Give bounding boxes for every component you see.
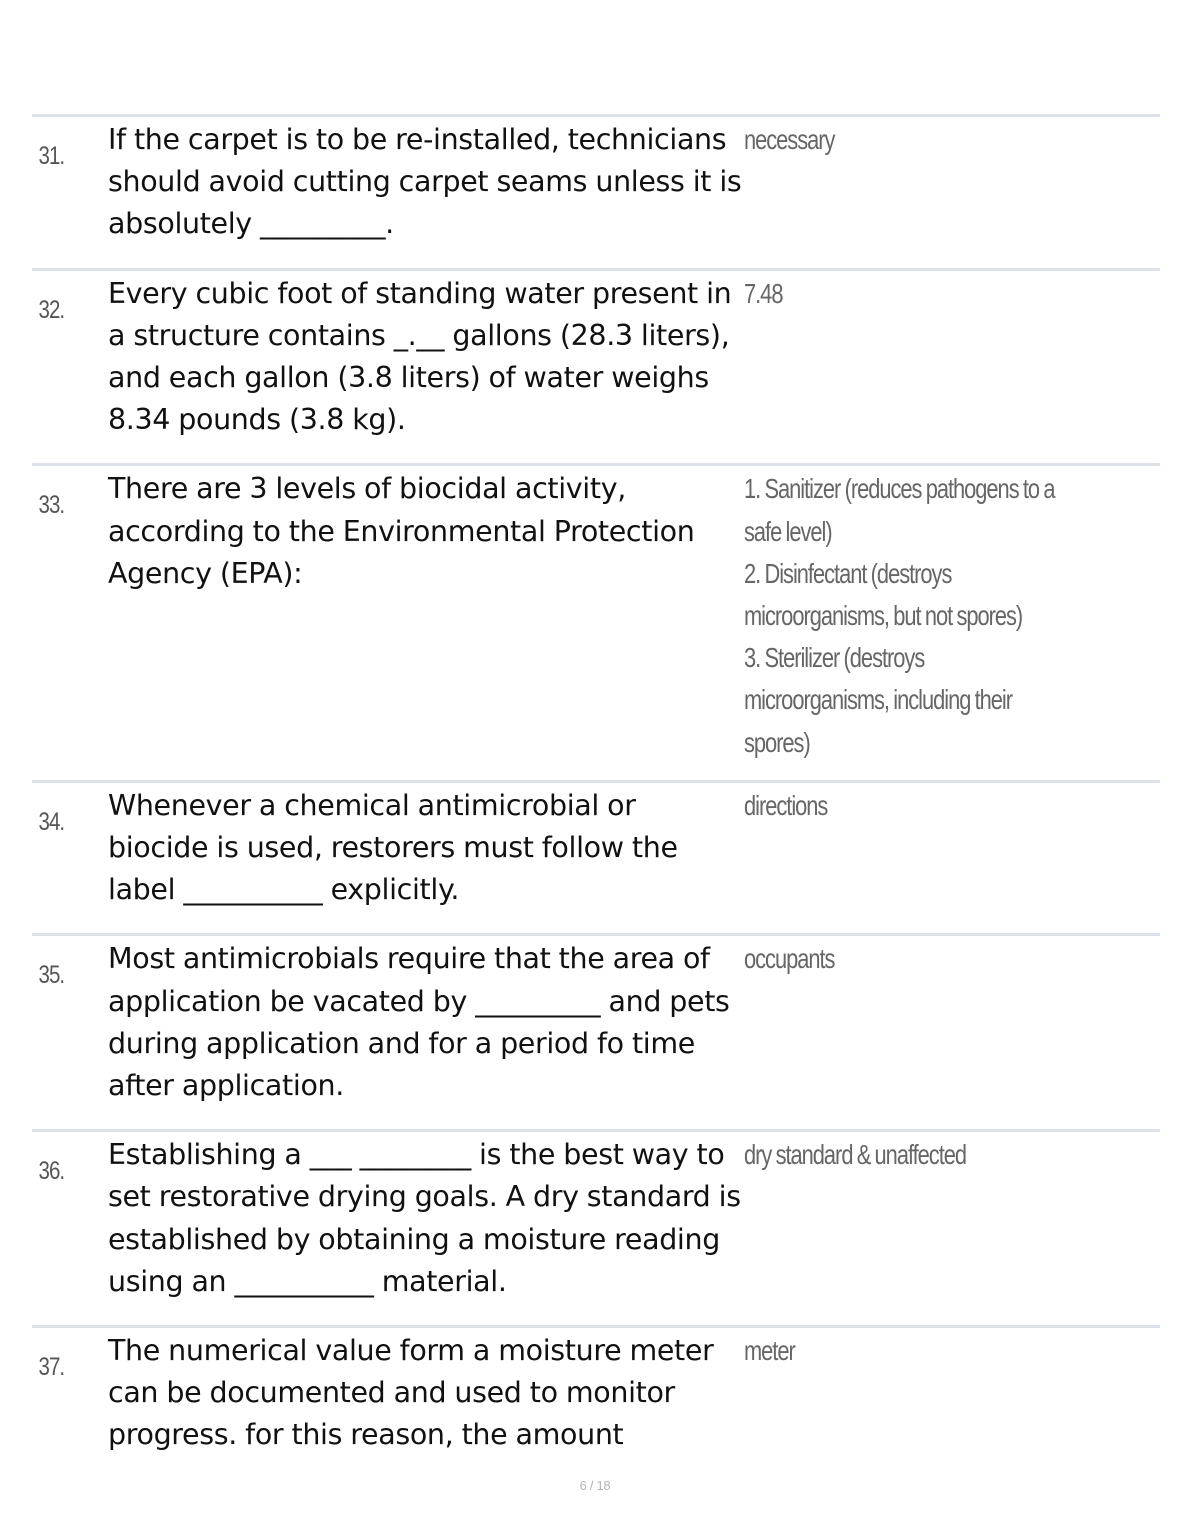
question-text: Whenever a chemical antimicrobial or biocide is used, restorers must follow the label __________ explicitly. — [108, 788, 678, 907]
answer-text — [744, 936, 1068, 1129]
answer-line: 2. Disinfectant (destroys microorganisms, but not spores) — [744, 557, 1023, 632]
answer-line: 3. Sterilizer (destroys microorganisms, including their spores) — [744, 642, 1013, 758]
list-item — [32, 780, 1160, 934]
answer-line: occupants — [744, 943, 835, 975]
answer-text — [744, 117, 1068, 268]
answer-line: 1. Sanitizer (reduces pathogens to a safe level) — [744, 473, 1055, 547]
answer-text — [744, 1132, 1068, 1325]
answer-line: necessary — [744, 124, 835, 155]
answer-text — [744, 783, 1068, 934]
answer-line: dry standard & unaffected — [744, 1139, 967, 1171]
answer-text — [744, 271, 1068, 464]
item-number: 31. — [38, 142, 65, 170]
list-item — [32, 114, 1160, 268]
question-list — [32, 114, 1160, 1479]
list-item — [32, 933, 1160, 1129]
answer-line: 7.48 — [744, 277, 783, 309]
item-number: 34. — [38, 807, 65, 836]
question-text: Every cubic foot of standing water present in a structure contains _.__ gallons (28.3 liters), and each gallon (3.8 liters) of water weighs 8.34 pounds (3.8 kg). — [108, 276, 732, 437]
answer-text — [744, 1328, 1068, 1479]
item-number: 37. — [38, 1353, 65, 1382]
question-text: The numerical value form a moisture meter can be documented and used to monitor progress. for this reason, the amount — [108, 1334, 714, 1452]
item-number: 36. — [38, 1157, 65, 1186]
item-number: 32. — [38, 295, 65, 324]
answer-line: directions — [744, 789, 828, 821]
item-number: 35. — [38, 961, 65, 990]
question-text: If the carpet is to be re-installed, technicians should avoid cutting carpet seams unless it is absolutely _________. — [108, 123, 742, 241]
page-indicator: 6 / 18 — [579, 1478, 611, 1493]
answer-line: meter — [744, 1335, 795, 1367]
answer-text — [744, 466, 1068, 779]
question-text: There are 3 levels of biocidal activity, according to the Environmental Protection Agency (EPA): — [108, 472, 695, 590]
list-item — [32, 268, 1160, 464]
question-text: Establishing a ___ ________ is the best way to set restorative drying goals. A dry standard is established by obtaining a moisture reading using an __________ material. — [108, 1138, 741, 1298]
list-item — [32, 1129, 1160, 1325]
item-number: 33. — [38, 491, 65, 520]
question-text: Most antimicrobials require that the area of application be vacated by _________ and pets during application and for a period fo time after application. — [108, 942, 730, 1103]
list-item — [32, 1325, 1160, 1479]
list-item — [32, 463, 1160, 779]
